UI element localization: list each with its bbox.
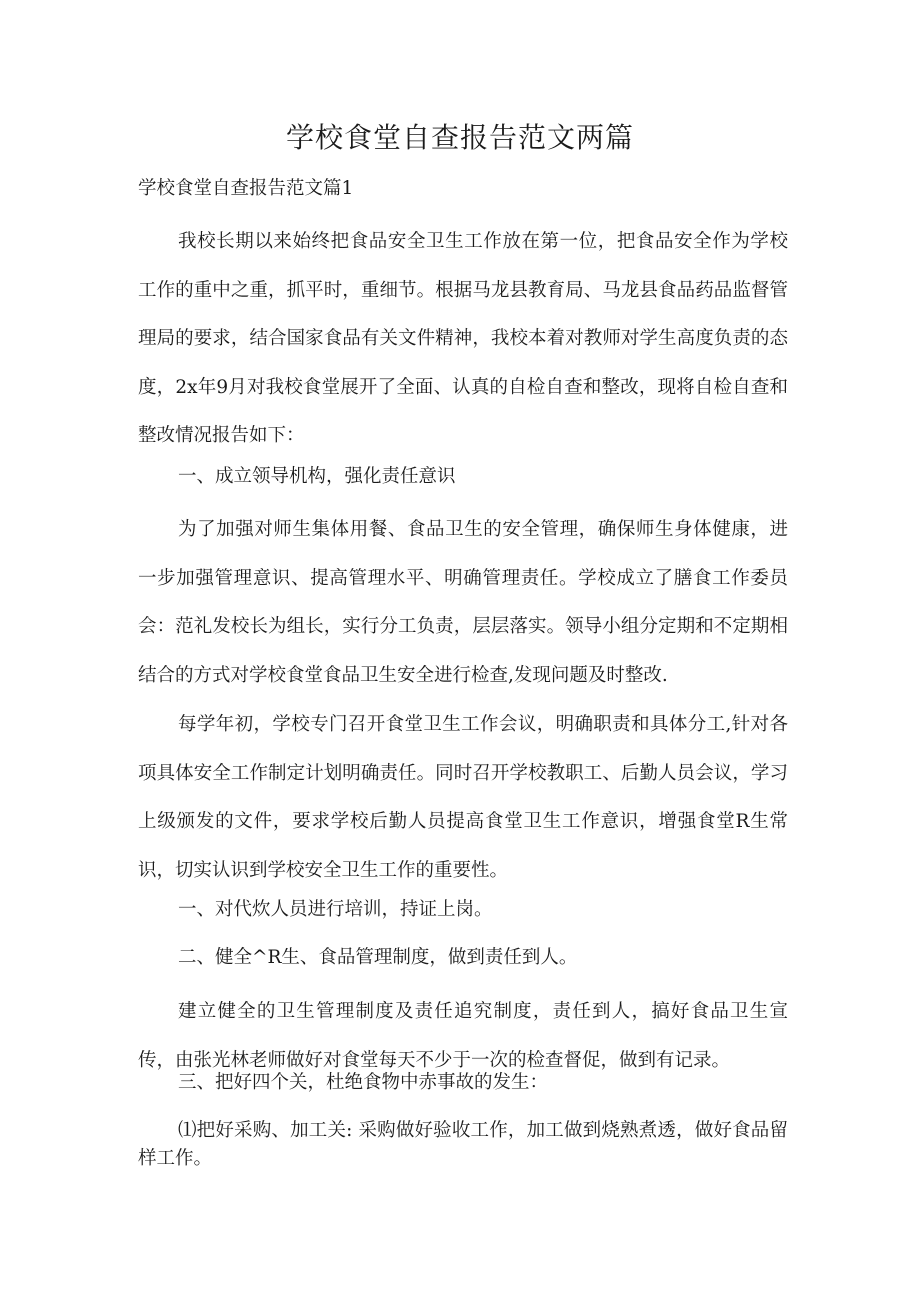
section2-heading: 二、健全^R生、食品管理制度，做到责任到人。 bbox=[178, 947, 578, 968]
document-title: 学校食堂自查报告范文两篇 bbox=[285, 121, 634, 154]
section1-paragraph-2: 每学年初，学校专门召开食堂卫生工作会议，明确职责和具体分工,针对各项具体安全工作制定计划明确责任。同时召开学校教职工、后勤人员会议，学习上级颁发的文件，要求学校后勤人员提高食堂卫生工作意识，增强食堂R生常识，切实认识到学校安全卫生工作的重要性。 bbox=[138, 714, 788, 881]
section1-heading: 一、成立领导机构，强化责任意识 bbox=[178, 466, 456, 487]
intro-paragraph: 我校长期以来始终把食品安全卫生工作放在第一位，把食品安全作为学校工作的重中之重，抓平时，重细节。根据马龙县教育局、马龙县食品药品监督管理局的要求，结合国家食品有关文件精神，我校本着对教师对学生高度负责的态度，2x年9月对我校食堂展开了全面、认真的自检自查和整改，现将自检自查和整改情况报告如下： bbox=[138, 231, 788, 447]
section3-item-1: ⑴把好采购、加工关: 采购做好验收工作，加工做到烧熟煮透，做好食品留样工作。 bbox=[138, 1120, 788, 1169]
section3-heading: 三、把好四个关，杜绝食物中赤事故的发生： bbox=[178, 1072, 549, 1093]
section2-paragraph: 建立健全的卫生管理制度及责任追究制度，责任到人，搞好食品卫生宣传，由张光林老师做好对食堂每天不少于一次的检查督促，做到有记录。 bbox=[138, 1001, 788, 1071]
section1-paragraph-1: 为了加强对师生集体用餐、食品卫生的安全管理，确保师生身体健康，进一步加强管理意识、提高管理水平、明确管理责任。学校成立了膳食工作委员会：范礼发校长为组长，实行分工负责，层层落实。领导小组分定期和不定期相结合的方式对学校食堂食品卫生安全进行检查,发现问题及时整改. bbox=[138, 519, 788, 686]
document-subtitle: 学校食堂自查报告范文篇1 bbox=[138, 178, 354, 199]
training-heading: 一、对代炊人员进行培训，持证上岗。 bbox=[178, 899, 493, 920]
